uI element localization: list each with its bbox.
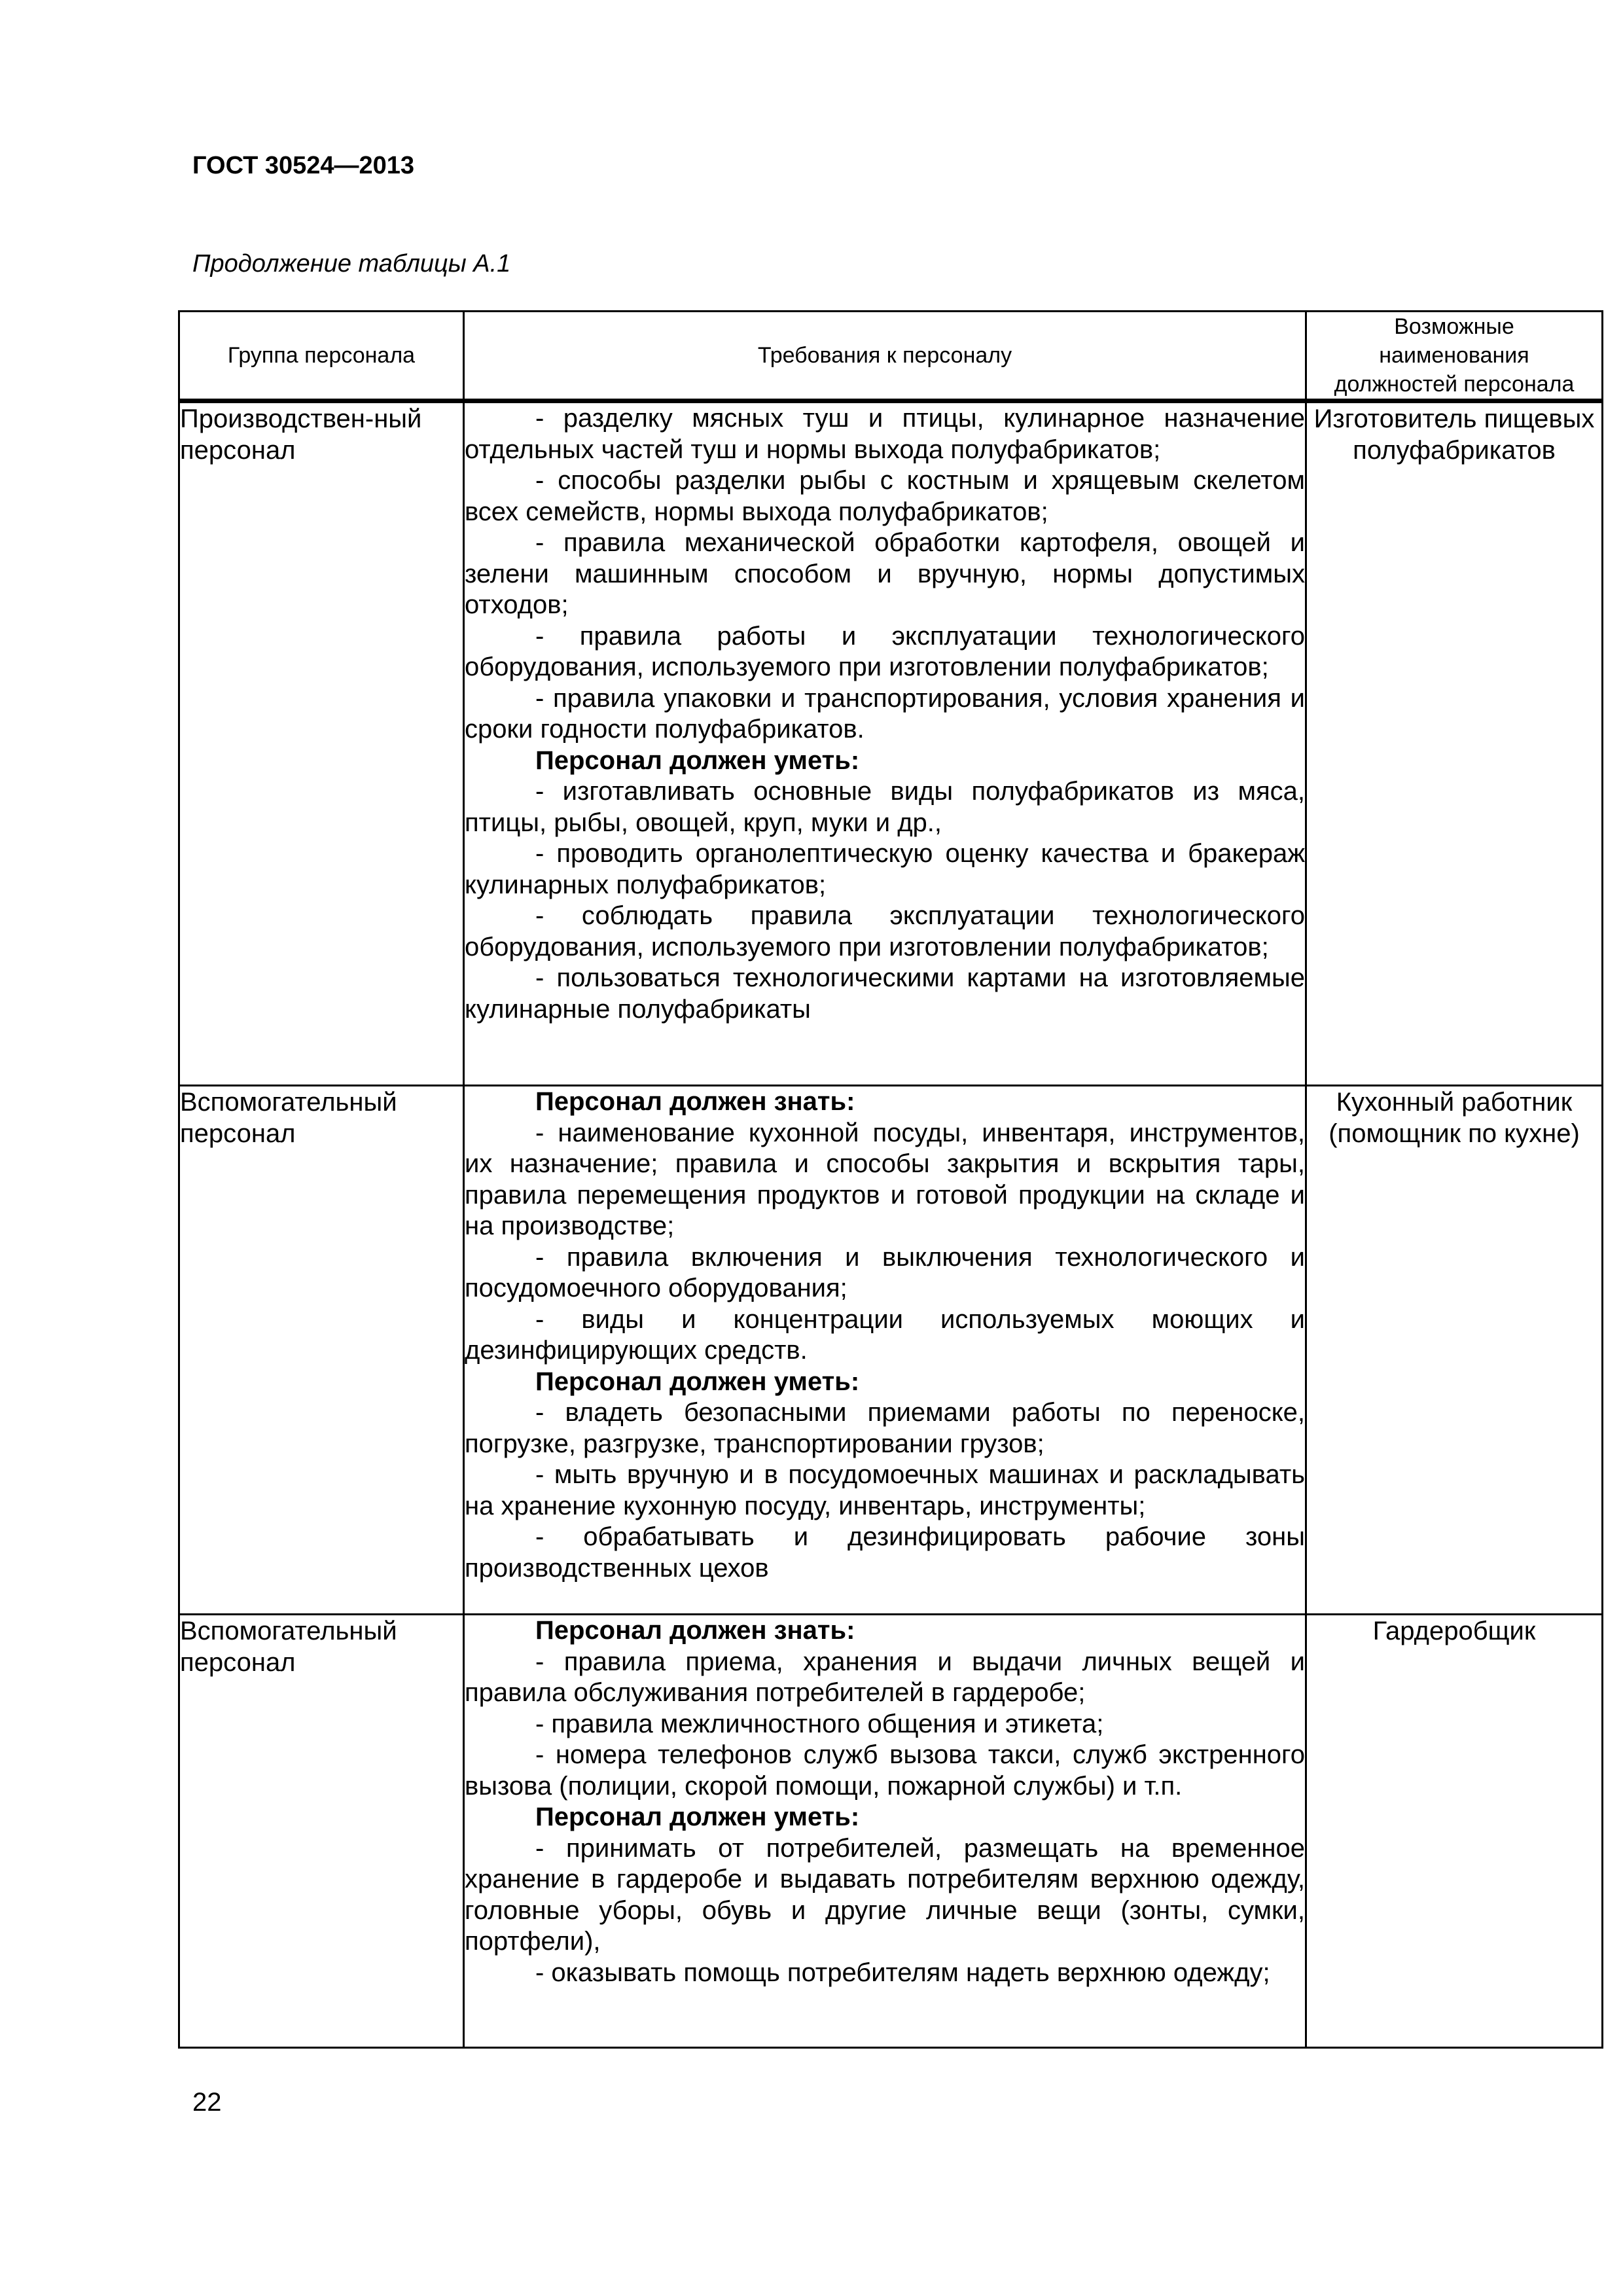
- requirement-item: - наименование кухонной посуды, инвентаря, инструментов, их назначение; правила и способы закрытия и вскрытия тары, правила перемещения продуктов и готовой продукции на складе и на производстве;: [465, 1118, 1305, 1240]
- header-positions: Возможные наименования должностей персонала: [1306, 312, 1603, 401]
- requirements-cell: [464, 1086, 1306, 1615]
- table-row: [179, 401, 1603, 1086]
- position-cell: Кухонный работник (помощник по кухне): [1306, 1086, 1603, 1615]
- table-caption: Продолжение таблицы А.1: [192, 250, 511, 278]
- requirement-item: - номера телефонов служб вызова такси, служб экстренного вызова (полиции, скорой помощи, пожарной службы) и т.п.: [465, 1740, 1305, 1801]
- requirement-item: - мыть вручную и в посудомоечных машинах и раскладывать на хранение кухонную посуду, инвентарь, инструменты;: [465, 1460, 1305, 1520]
- requirements-cell: [464, 1615, 1306, 2048]
- position-cell: Изготовитель пищевых полуфабрикатов: [1306, 401, 1603, 1086]
- requirement-item: - изготавливать основные виды полуфабрикатов из мяса, птицы, рыбы, овощей, круп, муки и др.,: [465, 777, 1305, 837]
- group-cell: Вспомогательный персонал: [179, 1615, 464, 2048]
- header-group: Группа персонала: [179, 312, 464, 401]
- requirement-item: - оказывать помощь потребителям надеть верхнюю одежду;: [535, 1958, 1270, 1987]
- requirement-item: - правила приема, хранения и выдачи личных вещей и правила обслуживания потребителей в гардеробе;: [465, 1647, 1305, 1707]
- requirement-item: - правила работы и эксплуатации технологического оборудования, используемого при изготовлении полуфабрикатов;: [465, 621, 1305, 681]
- requirement-item: - владеть безопасными приемами работы по переноске, погрузке, разгрузке, транспортировании грузов;: [465, 1398, 1305, 1458]
- table-header-row: [179, 312, 1603, 401]
- table-row: [179, 1615, 1603, 2048]
- group-cell: Производствен-ный персонал: [179, 401, 464, 1086]
- table-row: [179, 1086, 1603, 1615]
- requirement-item: - правила упаковки и транспортирования, условия хранения и сроки годности полуфабрикатов.: [465, 683, 1305, 744]
- requirement-item: - пользоваться технологическими картами на изготовляемые кулинарные полуфабрикаты: [465, 963, 1305, 1024]
- requirement-heading: Персонал должен уметь:: [535, 1367, 860, 1396]
- requirements-cell: [464, 401, 1306, 1086]
- requirement-item: - виды и концентрации используемых моющих и дезинфицирующих средств.: [465, 1304, 1305, 1365]
- requirement-item: - соблюдать правила эксплуатации технологического оборудования, используемого при изготовлении полуфабрикатов;: [465, 901, 1305, 961]
- requirement-item: - обрабатывать и дезинфицировать рабочие зоны производственных цехов: [465, 1522, 1305, 1583]
- requirement-item: - правила механической обработки картофеля, овощей и зелени машинным способом и вручную, нормы допустимых отходов;: [465, 528, 1305, 619]
- position-cell: Гардеробщик: [1306, 1615, 1603, 2048]
- requirement-item: - правила межличностного общения и этикета;: [535, 1709, 1104, 1738]
- requirement-heading: Персонал должен знать:: [535, 1616, 855, 1645]
- requirement-item: - способы разделки рыбы с костным и хрящевым скелетом всех семейств, нормы выхода полуфабрикатов;: [465, 466, 1305, 526]
- requirement-item: - разделку мясных туш и птицы, кулинарное назначение отдельных частей туш и нормы выхода полуфабрикатов;: [465, 404, 1305, 464]
- page-number: 22: [192, 2088, 222, 2117]
- requirement-heading: Персонал должен уметь:: [535, 1803, 860, 1831]
- requirement-heading: Персонал должен знать:: [535, 1087, 855, 1116]
- requirements-table: [178, 310, 1603, 2049]
- group-cell: Вспомогательный персонал: [179, 1086, 464, 1615]
- requirement-heading: Персонал должен уметь:: [535, 745, 860, 775]
- requirement-item: - проводить органолептическую оценку качества и бракераж кулинарных полуфабрикатов;: [465, 839, 1305, 899]
- requirement-item: - принимать от потребителей, размещать на временное хранение в гардеробе и выдавать потребителям верхнюю одежду, головные уборы, обувь и другие личные вещи (зонты, сумки, портфели),: [465, 1833, 1305, 1956]
- document-code: ГОСТ 30524—2013: [192, 152, 415, 179]
- requirement-item: - правила включения и выключения технологического и посудомоечного оборудования;: [465, 1242, 1305, 1302]
- header-requirements: Требования к персоналу: [464, 312, 1306, 401]
